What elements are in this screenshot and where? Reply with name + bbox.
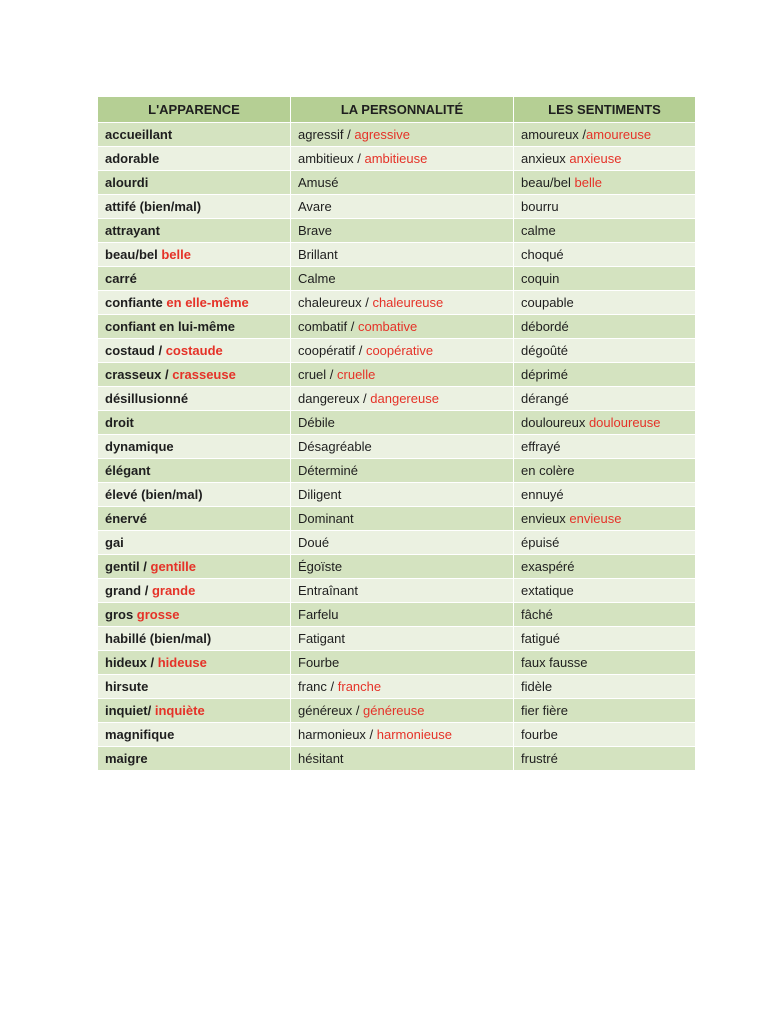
cell-personnalite — [291, 363, 514, 387]
word-text: accueillant — [105, 127, 173, 142]
word-text: coupable — [521, 295, 574, 310]
table-row — [98, 747, 696, 771]
word-text: crasseux / — [105, 367, 173, 382]
cell-sentiments — [514, 435, 696, 459]
word-text: élégant — [105, 463, 151, 478]
word-text: Brillant — [298, 247, 338, 262]
table-row — [98, 315, 696, 339]
cell-sentiments — [514, 531, 696, 555]
word-text: ambitieux / — [298, 151, 365, 166]
word-text: attrayant — [105, 223, 160, 238]
table-row — [98, 147, 696, 171]
cell-sentiments — [514, 219, 696, 243]
cell-sentiments — [514, 483, 696, 507]
cell-sentiments — [514, 627, 696, 651]
word-text: carré — [105, 271, 137, 286]
cell-personnalite — [291, 435, 514, 459]
table-row — [98, 123, 696, 147]
word-text: dangereux / — [298, 391, 371, 406]
feminine-form: inquiète — [154, 703, 205, 718]
word-text: amoureux / — [521, 127, 587, 142]
table-row — [98, 243, 696, 267]
feminine-form: généreuse — [363, 703, 425, 718]
word-text: énervé — [105, 511, 147, 526]
table-row — [98, 531, 696, 555]
word-text: fatigué — [521, 631, 561, 646]
word-text: Déterminé — [298, 463, 358, 478]
table-row — [98, 603, 696, 627]
word-text: hirsute — [105, 679, 149, 694]
cell-personnalite — [291, 483, 514, 507]
word-text: droit — [105, 415, 134, 430]
cell-sentiments — [514, 123, 696, 147]
cell-apparence — [98, 459, 291, 483]
word-text: effrayé — [521, 439, 561, 454]
cell-personnalite — [291, 219, 514, 243]
table-row — [98, 291, 696, 315]
cell-apparence — [98, 219, 291, 243]
cell-apparence — [98, 435, 291, 459]
word-text: hideux / — [105, 655, 158, 670]
word-text: Farfelu — [298, 607, 339, 622]
cell-apparence — [98, 651, 291, 675]
cell-personnalite — [291, 147, 514, 171]
word-text: grand / — [105, 583, 152, 598]
cell-personnalite — [291, 747, 514, 771]
feminine-form: ambitieuse — [364, 151, 428, 166]
cell-apparence — [98, 627, 291, 651]
cell-sentiments — [514, 723, 696, 747]
word-text: gentil / — [105, 559, 151, 574]
word-text: beau/bel — [521, 175, 575, 190]
cell-sentiments — [514, 651, 696, 675]
cell-apparence — [98, 411, 291, 435]
cell-personnalite — [291, 267, 514, 291]
cell-personnalite — [291, 171, 514, 195]
cell-apparence — [98, 243, 291, 267]
cell-apparence — [98, 675, 291, 699]
word-text: hésitant — [298, 751, 344, 766]
cell-sentiments — [514, 699, 696, 723]
cell-apparence — [98, 483, 291, 507]
word-text: magnifique — [105, 727, 175, 742]
cell-personnalite — [291, 195, 514, 219]
word-text: chaleureux / — [298, 295, 373, 310]
cell-apparence — [98, 147, 291, 171]
word-text: bourru — [521, 199, 559, 214]
cell-sentiments — [514, 267, 696, 291]
word-text: douloureux — [521, 415, 589, 430]
word-text: épuisé — [521, 535, 560, 550]
cell-sentiments — [514, 243, 696, 267]
cell-apparence — [98, 267, 291, 291]
table-row — [98, 363, 696, 387]
table-row — [98, 579, 696, 603]
cell-sentiments — [514, 147, 696, 171]
cell-personnalite — [291, 459, 514, 483]
table-row — [98, 411, 696, 435]
cell-personnalite — [291, 675, 514, 699]
feminine-form: dangereuse — [370, 391, 439, 406]
word-text: adorable — [105, 151, 160, 166]
word-text: fier fière — [521, 703, 568, 718]
cell-apparence — [98, 555, 291, 579]
table-body — [98, 123, 696, 771]
word-text: Égoïste — [298, 559, 343, 574]
cell-sentiments — [514, 387, 696, 411]
feminine-form: harmonieuse — [376, 727, 452, 742]
cell-sentiments — [514, 363, 696, 387]
word-text: coopératif / — [298, 343, 366, 358]
table-row — [98, 699, 696, 723]
cell-apparence — [98, 387, 291, 411]
feminine-form: en elle-même — [166, 295, 249, 310]
feminine-form: agressive — [354, 127, 410, 142]
word-text: Diligent — [298, 487, 342, 502]
word-text: extatique — [521, 583, 574, 598]
table-row — [98, 483, 696, 507]
word-text: Débile — [298, 415, 335, 430]
table-row — [98, 267, 696, 291]
feminine-form: amoureuse — [586, 127, 652, 142]
word-text: gros — [105, 607, 137, 622]
word-text: choqué — [521, 247, 564, 262]
cell-personnalite — [291, 243, 514, 267]
cell-personnalite — [291, 723, 514, 747]
word-text: désillusionné — [105, 391, 189, 406]
cell-apparence — [98, 363, 291, 387]
cell-sentiments — [514, 459, 696, 483]
word-text: cruel / — [298, 367, 338, 382]
word-text: maigre — [105, 751, 148, 766]
header-apparence: L'APPARENCE — [98, 97, 291, 123]
cell-apparence — [98, 603, 291, 627]
table-row — [98, 435, 696, 459]
word-text: harmonieux / — [298, 727, 377, 742]
word-text: déprimé — [521, 367, 568, 382]
word-text: généreux / — [298, 703, 364, 718]
feminine-form: costaude — [165, 343, 223, 358]
feminine-form: belle — [574, 175, 602, 190]
word-text: fourbe — [521, 727, 558, 742]
cell-apparence — [98, 315, 291, 339]
feminine-form: crasseuse — [172, 367, 236, 382]
table-row — [98, 459, 696, 483]
cell-apparence — [98, 195, 291, 219]
cell-personnalite — [291, 507, 514, 531]
feminine-form: belle — [161, 247, 191, 262]
word-text: combatif / — [298, 319, 358, 334]
table-row — [98, 651, 696, 675]
feminine-form: hideuse — [157, 655, 207, 670]
word-text: dynamique — [105, 439, 174, 454]
word-text: en colère — [521, 463, 575, 478]
cell-apparence — [98, 171, 291, 195]
cell-apparence — [98, 123, 291, 147]
cell-personnalite — [291, 315, 514, 339]
cell-sentiments — [514, 195, 696, 219]
table-row — [98, 555, 696, 579]
cell-personnalite — [291, 579, 514, 603]
word-text: fâché — [521, 607, 553, 622]
header-sentiments: LES SENTIMENTS — [514, 97, 696, 123]
word-text: Dominant — [298, 511, 354, 526]
vocabulary-table — [97, 96, 696, 771]
table-row — [98, 627, 696, 651]
word-text: Amusé — [298, 175, 339, 190]
table-row — [98, 171, 696, 195]
word-text: agressif / — [298, 127, 355, 142]
cell-apparence — [98, 339, 291, 363]
cell-sentiments — [514, 603, 696, 627]
table-row — [98, 339, 696, 363]
word-text: Fatigant — [298, 631, 345, 646]
table-row — [98, 195, 696, 219]
table-row — [98, 507, 696, 531]
feminine-form: envieuse — [569, 511, 622, 526]
cell-personnalite — [291, 123, 514, 147]
cell-personnalite — [291, 531, 514, 555]
word-text: dégoûté — [521, 343, 568, 358]
cell-apparence — [98, 291, 291, 315]
word-text: fidèle — [521, 679, 553, 694]
feminine-form: grande — [151, 583, 196, 598]
table-row — [98, 219, 696, 243]
word-text: Doué — [298, 535, 330, 550]
word-text: Désagréable — [298, 439, 372, 454]
word-text: habillé (bien/mal) — [105, 631, 212, 646]
cell-personnalite — [291, 699, 514, 723]
cell-apparence — [98, 507, 291, 531]
cell-personnalite — [291, 603, 514, 627]
cell-personnalite — [291, 411, 514, 435]
word-text: dérangé — [521, 391, 569, 406]
feminine-form: franche — [337, 679, 382, 694]
feminine-form: cruelle — [337, 367, 376, 382]
word-text: exaspéré — [521, 559, 575, 574]
feminine-form: gentille — [150, 559, 197, 574]
cell-personnalite — [291, 555, 514, 579]
table-row — [98, 675, 696, 699]
word-text: Calme — [298, 271, 336, 286]
word-text: franc / — [298, 679, 338, 694]
cell-apparence — [98, 531, 291, 555]
cell-sentiments — [514, 315, 696, 339]
word-text: inquiet/ — [105, 703, 155, 718]
header-personnalite: LA PERSONNALITÉ — [291, 97, 514, 123]
word-text: Avare — [298, 199, 332, 214]
word-text: Fourbe — [298, 655, 340, 670]
cell-personnalite — [291, 627, 514, 651]
word-text: Brave — [298, 223, 332, 238]
cell-sentiments — [514, 747, 696, 771]
word-text: attifé (bien/mal) — [105, 199, 202, 214]
feminine-form: chaleureuse — [372, 295, 444, 310]
cell-apparence — [98, 747, 291, 771]
word-text: costaud / — [105, 343, 166, 358]
table-row — [98, 723, 696, 747]
feminine-form: anxieuse — [569, 151, 622, 166]
cell-apparence — [98, 723, 291, 747]
cell-sentiments — [514, 675, 696, 699]
table-header — [98, 97, 696, 123]
word-text: coquin — [521, 271, 560, 286]
table-row — [98, 387, 696, 411]
word-text: anxieux — [521, 151, 570, 166]
cell-sentiments — [514, 507, 696, 531]
word-text: calme — [521, 223, 556, 238]
word-text: alourdi — [105, 175, 149, 190]
word-text: Entraînant — [298, 583, 358, 598]
cell-sentiments — [514, 411, 696, 435]
cell-sentiments — [514, 291, 696, 315]
cell-apparence — [98, 699, 291, 723]
feminine-form: douloureuse — [588, 415, 661, 430]
cell-sentiments — [514, 579, 696, 603]
feminine-form: coopérative — [365, 343, 434, 358]
word-text: débordé — [521, 319, 569, 334]
cell-personnalite — [291, 291, 514, 315]
feminine-form: grosse — [136, 607, 180, 622]
cell-personnalite — [291, 339, 514, 363]
cell-sentiments — [514, 171, 696, 195]
cell-sentiments — [514, 555, 696, 579]
word-text: confiant en lui-même — [105, 319, 236, 334]
cell-personnalite — [291, 651, 514, 675]
word-text: gai — [105, 535, 124, 550]
feminine-form: combative — [357, 319, 418, 334]
word-text: confiante — [105, 295, 167, 310]
word-text: frustré — [521, 751, 558, 766]
word-text: ennuyé — [521, 487, 564, 502]
cell-personnalite — [291, 387, 514, 411]
header-row — [98, 97, 696, 123]
cell-sentiments — [514, 339, 696, 363]
word-text: envieux — [521, 511, 570, 526]
word-text: faux fausse — [521, 655, 588, 670]
cell-apparence — [98, 579, 291, 603]
word-text: beau/bel — [105, 247, 162, 262]
word-text: élevé (bien/mal) — [105, 487, 203, 502]
